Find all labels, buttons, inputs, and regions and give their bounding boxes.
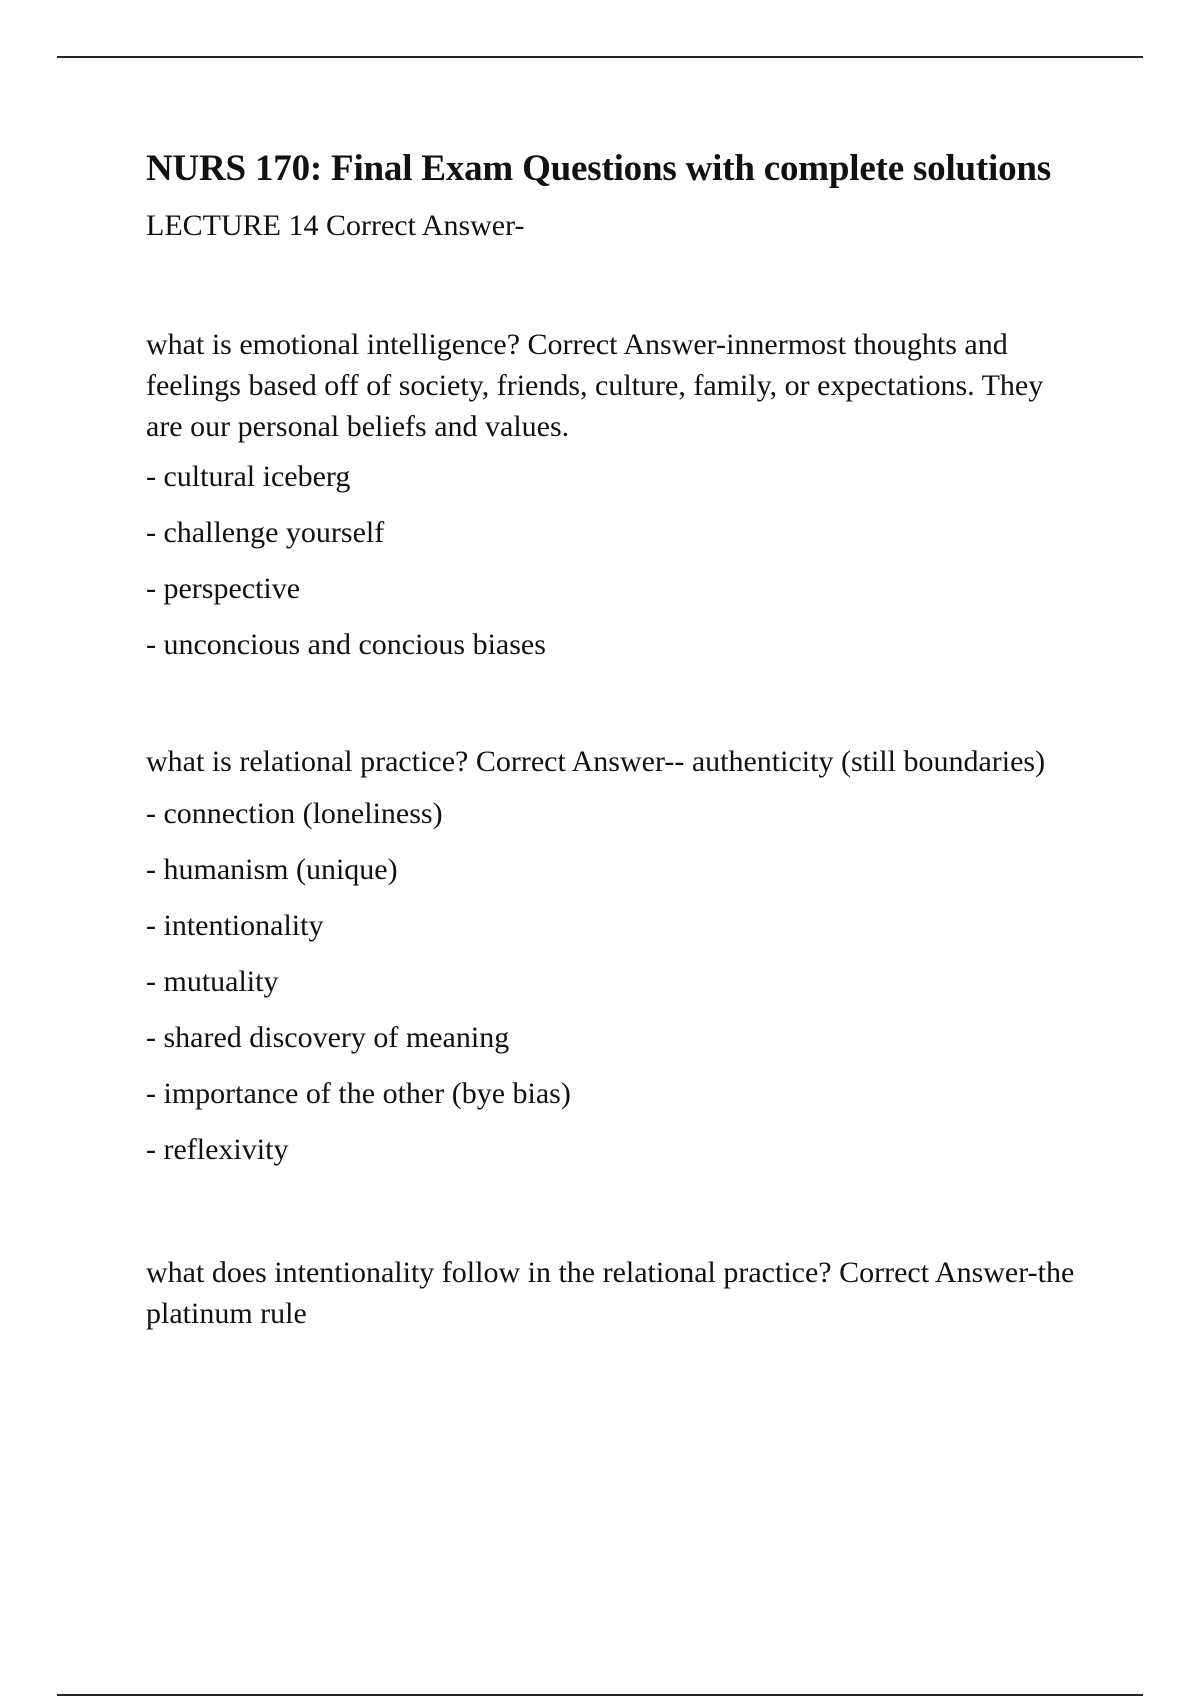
bullet-item: - cultural iceberg <box>146 460 351 493</box>
qa-item <box>146 741 1086 1168</box>
lecture-heading: LECTURE 14 Correct Answer- <box>146 209 525 242</box>
answer-text: - authenticity (still boundaries) <box>674 745 1046 778</box>
bullet-item: - intentionality <box>146 909 324 942</box>
bullet-item: - reflexivity <box>146 1133 289 1166</box>
top-divider <box>57 56 1143 58</box>
question-text: what is emotional intelligence? Correct Answer- <box>146 328 727 361</box>
qa-text <box>146 741 1086 782</box>
document-title: NURS 170: Final Exam Questions with complete solutions <box>146 148 1052 189</box>
answer-bullet-list <box>146 796 1086 1168</box>
bottom-divider <box>57 1694 1143 1696</box>
bullet-item: - importance of the other (bye bias) <box>146 1077 571 1110</box>
qa-item <box>146 1252 1086 1334</box>
qa-text <box>146 1252 1086 1334</box>
question-text: what is relational practice? Correct Answer- <box>146 745 675 778</box>
bullet-item: - shared discovery of meaning <box>146 1021 510 1054</box>
bullet-item: - unconcious and concious biases <box>146 628 546 661</box>
answer-text: the platinum rule <box>146 1256 1075 1330</box>
question-text: what does intentionality follow in the relational practice? Correct Answer- <box>146 1256 1038 1289</box>
bullet-item: - connection (loneliness) <box>146 797 443 830</box>
bullet-item: - challenge yourself <box>146 516 385 549</box>
answer-bullet-list <box>146 459 1086 663</box>
qa-item <box>146 324 1086 663</box>
bullet-item: - mutuality <box>146 965 279 998</box>
bullet-item: - perspective <box>146 572 301 605</box>
document-body <box>146 144 1086 1334</box>
bullet-item: - humanism (unique) <box>146 853 398 886</box>
answer-text: innermost thoughts and feelings based off of society, friends, culture, family, or expectations. They are our personal beliefs and values. <box>146 328 1044 443</box>
qa-text <box>146 324 1086 447</box>
